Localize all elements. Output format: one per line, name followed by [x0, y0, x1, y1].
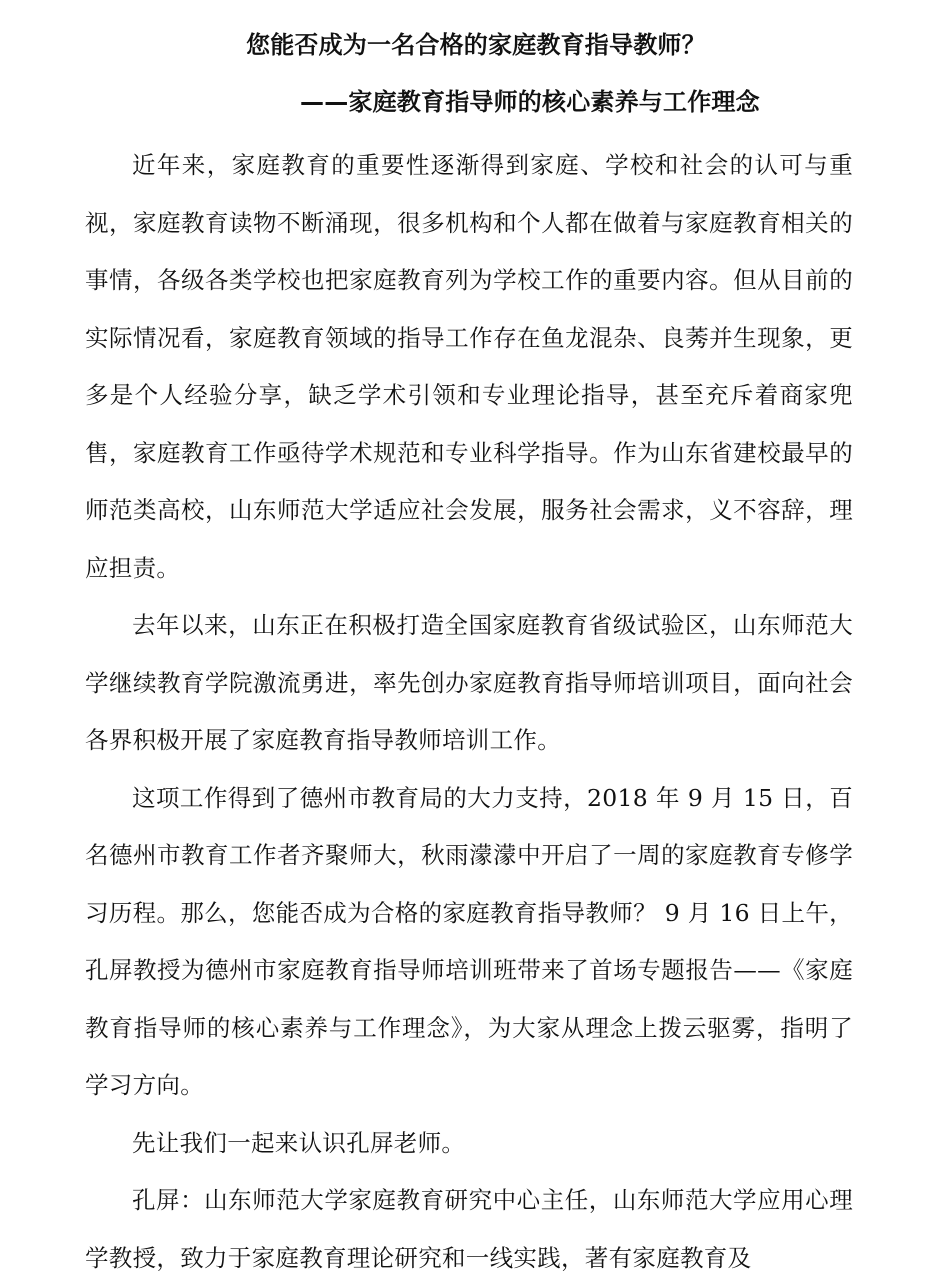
- document-subtitle: ——家庭教育指导师的核心素养与工作理念: [300, 88, 760, 116]
- document-body: [85, 137, 853, 1287]
- paragraph-intro: 近年来，家庭教育的重要性逐渐得到家庭、学校和社会的认可与重视，家庭教育读物不断涌现，很多机构和个人都在做着与家庭教育相关的事情，各级各类学校也把家庭教育列为学校工作的重要内容。但从目前的实际情况看，家庭教育领域的指导工作存在鱼龙混杂、良莠并生现象，更多是个人经验分享，缺乏学术引领和专业理论指导，甚至充斥着商家兜售，家庭教育工作亟待学术规范和专业科学指导。作为山东省建校最早的师范类高校，山东师范大学适应社会发展，服务社会需求，义不容辞，理应担责。: [85, 151, 853, 582]
- document-title: 您能否成为一名合格的家庭教育指导教师？: [246, 31, 706, 59]
- paragraph-introduce-teacher: 先让我们一起来认识孔屏老师。: [132, 1128, 466, 1157]
- paragraph-project: 去年以来，山东正在积极打造全国家庭教育省级试验区，山东师范大学继续教育学院激流勇进，率先创办家庭教育指导师培训项目，面向社会各界积极开展了家庭教育指导教师培训工作。: [85, 611, 853, 754]
- paragraph-training: 这项工作得到了德州市教育局的大力支持，2018 年 9 月 15 日，百名德州市教育工作者齐聚师大，秋雨濛濛中开启了一周的家庭教育专修学习历程。那么，您能否成为合格的家庭教育指导教师？ 9 月 16 日上午，孔屏教授为德州市家庭教育指导师培训班带来了首场专题报告——《家庭教育指导师的核心素养与工作理念》，为大家从理念上拨云驱雾，指明了学习方向。: [85, 783, 853, 1099]
- paragraph-teacher-bio: 孔屏：山东师范大学家庭教育研究中心主任，山东师范大学应用心理学教授，致力于家庭教育理论研究和一线实践，著有家庭教育及: [85, 1186, 853, 1272]
